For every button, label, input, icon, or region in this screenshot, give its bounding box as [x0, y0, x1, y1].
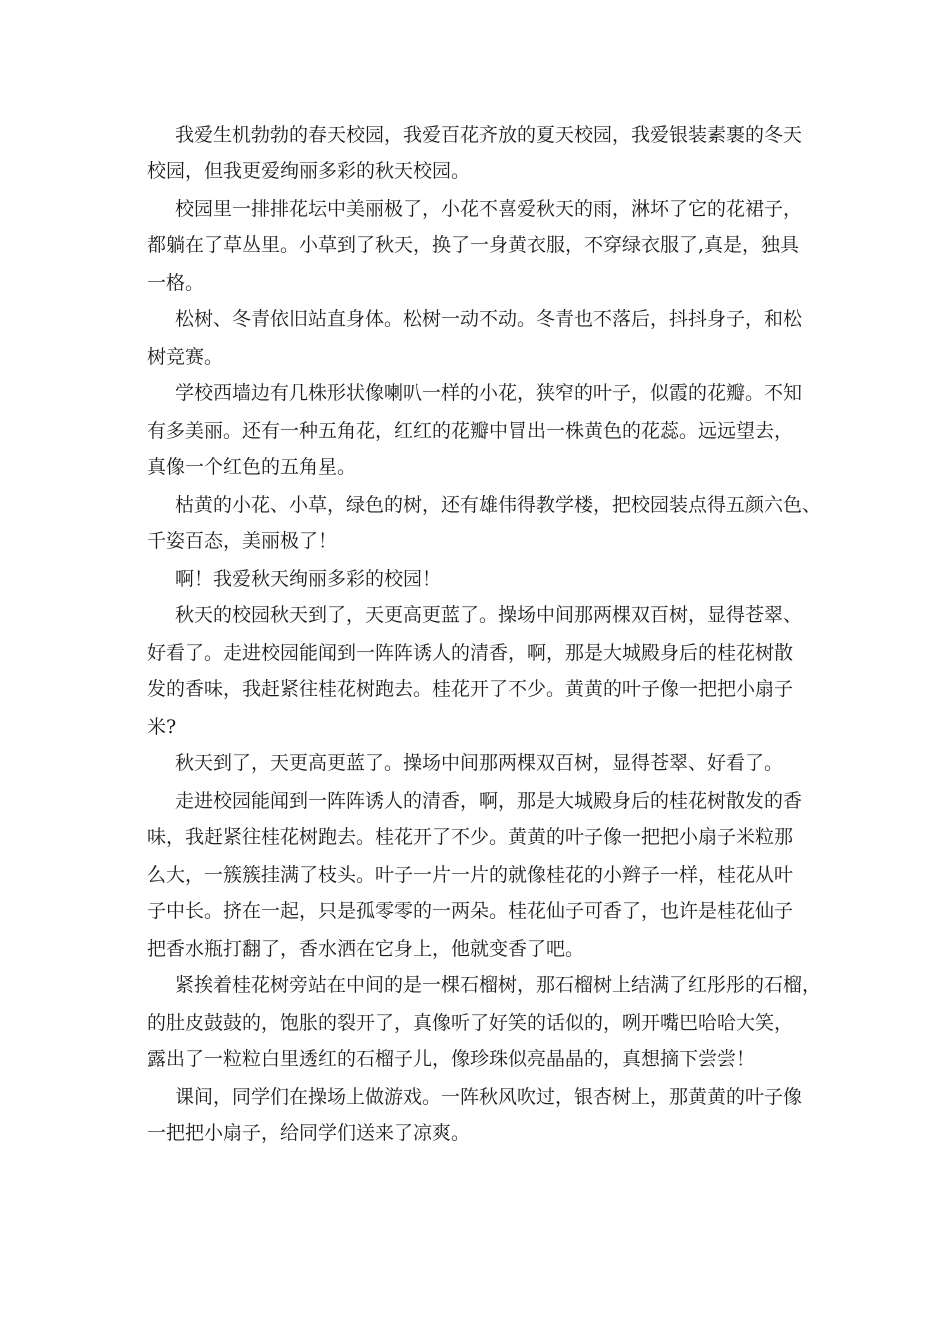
text-line: 走进校园能闻到一阵阵诱人的清香，啊，那是大城殿身后的桂花树散发的香 [175, 790, 803, 812]
text-line: 子中长。挤在一起，只是孤零零的一两朵。桂花仙子可香了，也许是桂花仙子 [147, 900, 794, 922]
text-line: 有多美丽。还有一种五角花，红红的花瓣中冒出一株黄色的花蕊。远远望去， [147, 420, 794, 442]
text-line: 千姿百态，美丽极了！ [147, 530, 338, 552]
text-line: 校园里一排排花坛中美丽极了，小花不喜爱秋天的雨，淋坏了它的花裙子， [175, 198, 803, 220]
text-line: 一把把小扇子，给同学们送来了凉爽。 [147, 1122, 471, 1144]
text-line: 我爱生机勃勃的春天校园，我爱百花齐放的夏天校园，我爱银装素裹的冬天 [175, 124, 803, 146]
text-line: 发的香味，我赶紧往桂花树跑去。桂花开了不少。黄黄的叶子像一把把小扇子 [147, 678, 794, 700]
text-line: 把香水瓶打翻了，香水洒在它身上，他就变香了吧。 [147, 938, 585, 960]
text-line: 秋天到了，天更高更蓝了。操场中间那两棵双百树，显得苍翠、好看了。 [175, 752, 784, 774]
text-line: 好看了。走进校园能闻到一阵阵诱人的清香，啊，那是大城殿身后的桂花树散 [147, 642, 794, 664]
text-line: 么大，一簇簇挂满了枝头。叶子一片一片的就像桂花的小辫子一样，桂花从叶 [147, 864, 794, 886]
text-line: 一格。 [147, 272, 205, 294]
text-line: 啊！我爱秋天绚丽多彩的校园！ [175, 568, 442, 590]
text-line: 露出了一粒粒白里透红的石榴子儿，像珍珠似亮晶晶的，真想摘下尝尝！ [147, 1048, 756, 1070]
text-line: 的肚皮鼓鼓的，饱胀的裂开了，真像听了好笑的话似的，咧开嘴巴哈哈大笑， [147, 1012, 794, 1034]
text-line: 味，我赶紧往桂花树跑去。桂花开了不少。黄黄的叶子像一把把小扇子米粒那 [147, 826, 794, 848]
text-line: 秋天的校园秋天到了，天更高更蓝了。操场中间那两棵双百树，显得苍翠、 [175, 604, 803, 626]
text-line: 树竞赛。 [147, 346, 224, 368]
text-line: 都躺在了草丛里。小草到了秋天，换了一身黄衣服，不穿绿衣服了,真是，独具 [147, 234, 800, 256]
text-line: 学校西墙边有几株形状像喇叭一样的小花，狭窄的叶子，似霞的花瓣。不知 [175, 382, 803, 404]
text-line: 松树、冬青依旧站直身体。松树一动不动。冬青也不落后，抖抖身子，和松 [175, 308, 803, 330]
text-line: 校园，但我更爱绚丽多彩的秋天校园。 [147, 160, 471, 182]
text-line: 课间，同学们在操场上做游戏。一阵秋风吹过，银杏树上，那黄黄的叶子像 [175, 1086, 803, 1108]
text-line: 紧挨着桂花树旁站在中间的是一棵石榴树，那石榴树上结满了红彤彤的石榴， [175, 974, 822, 996]
text-line: 米? [147, 716, 177, 738]
text-line: 枯黄的小花、小草，绿色的树，还有雄伟得教学楼，把校园装点得五颜六色、 [175, 494, 822, 516]
text-line: 真像一个红色的五角星。 [147, 456, 357, 478]
